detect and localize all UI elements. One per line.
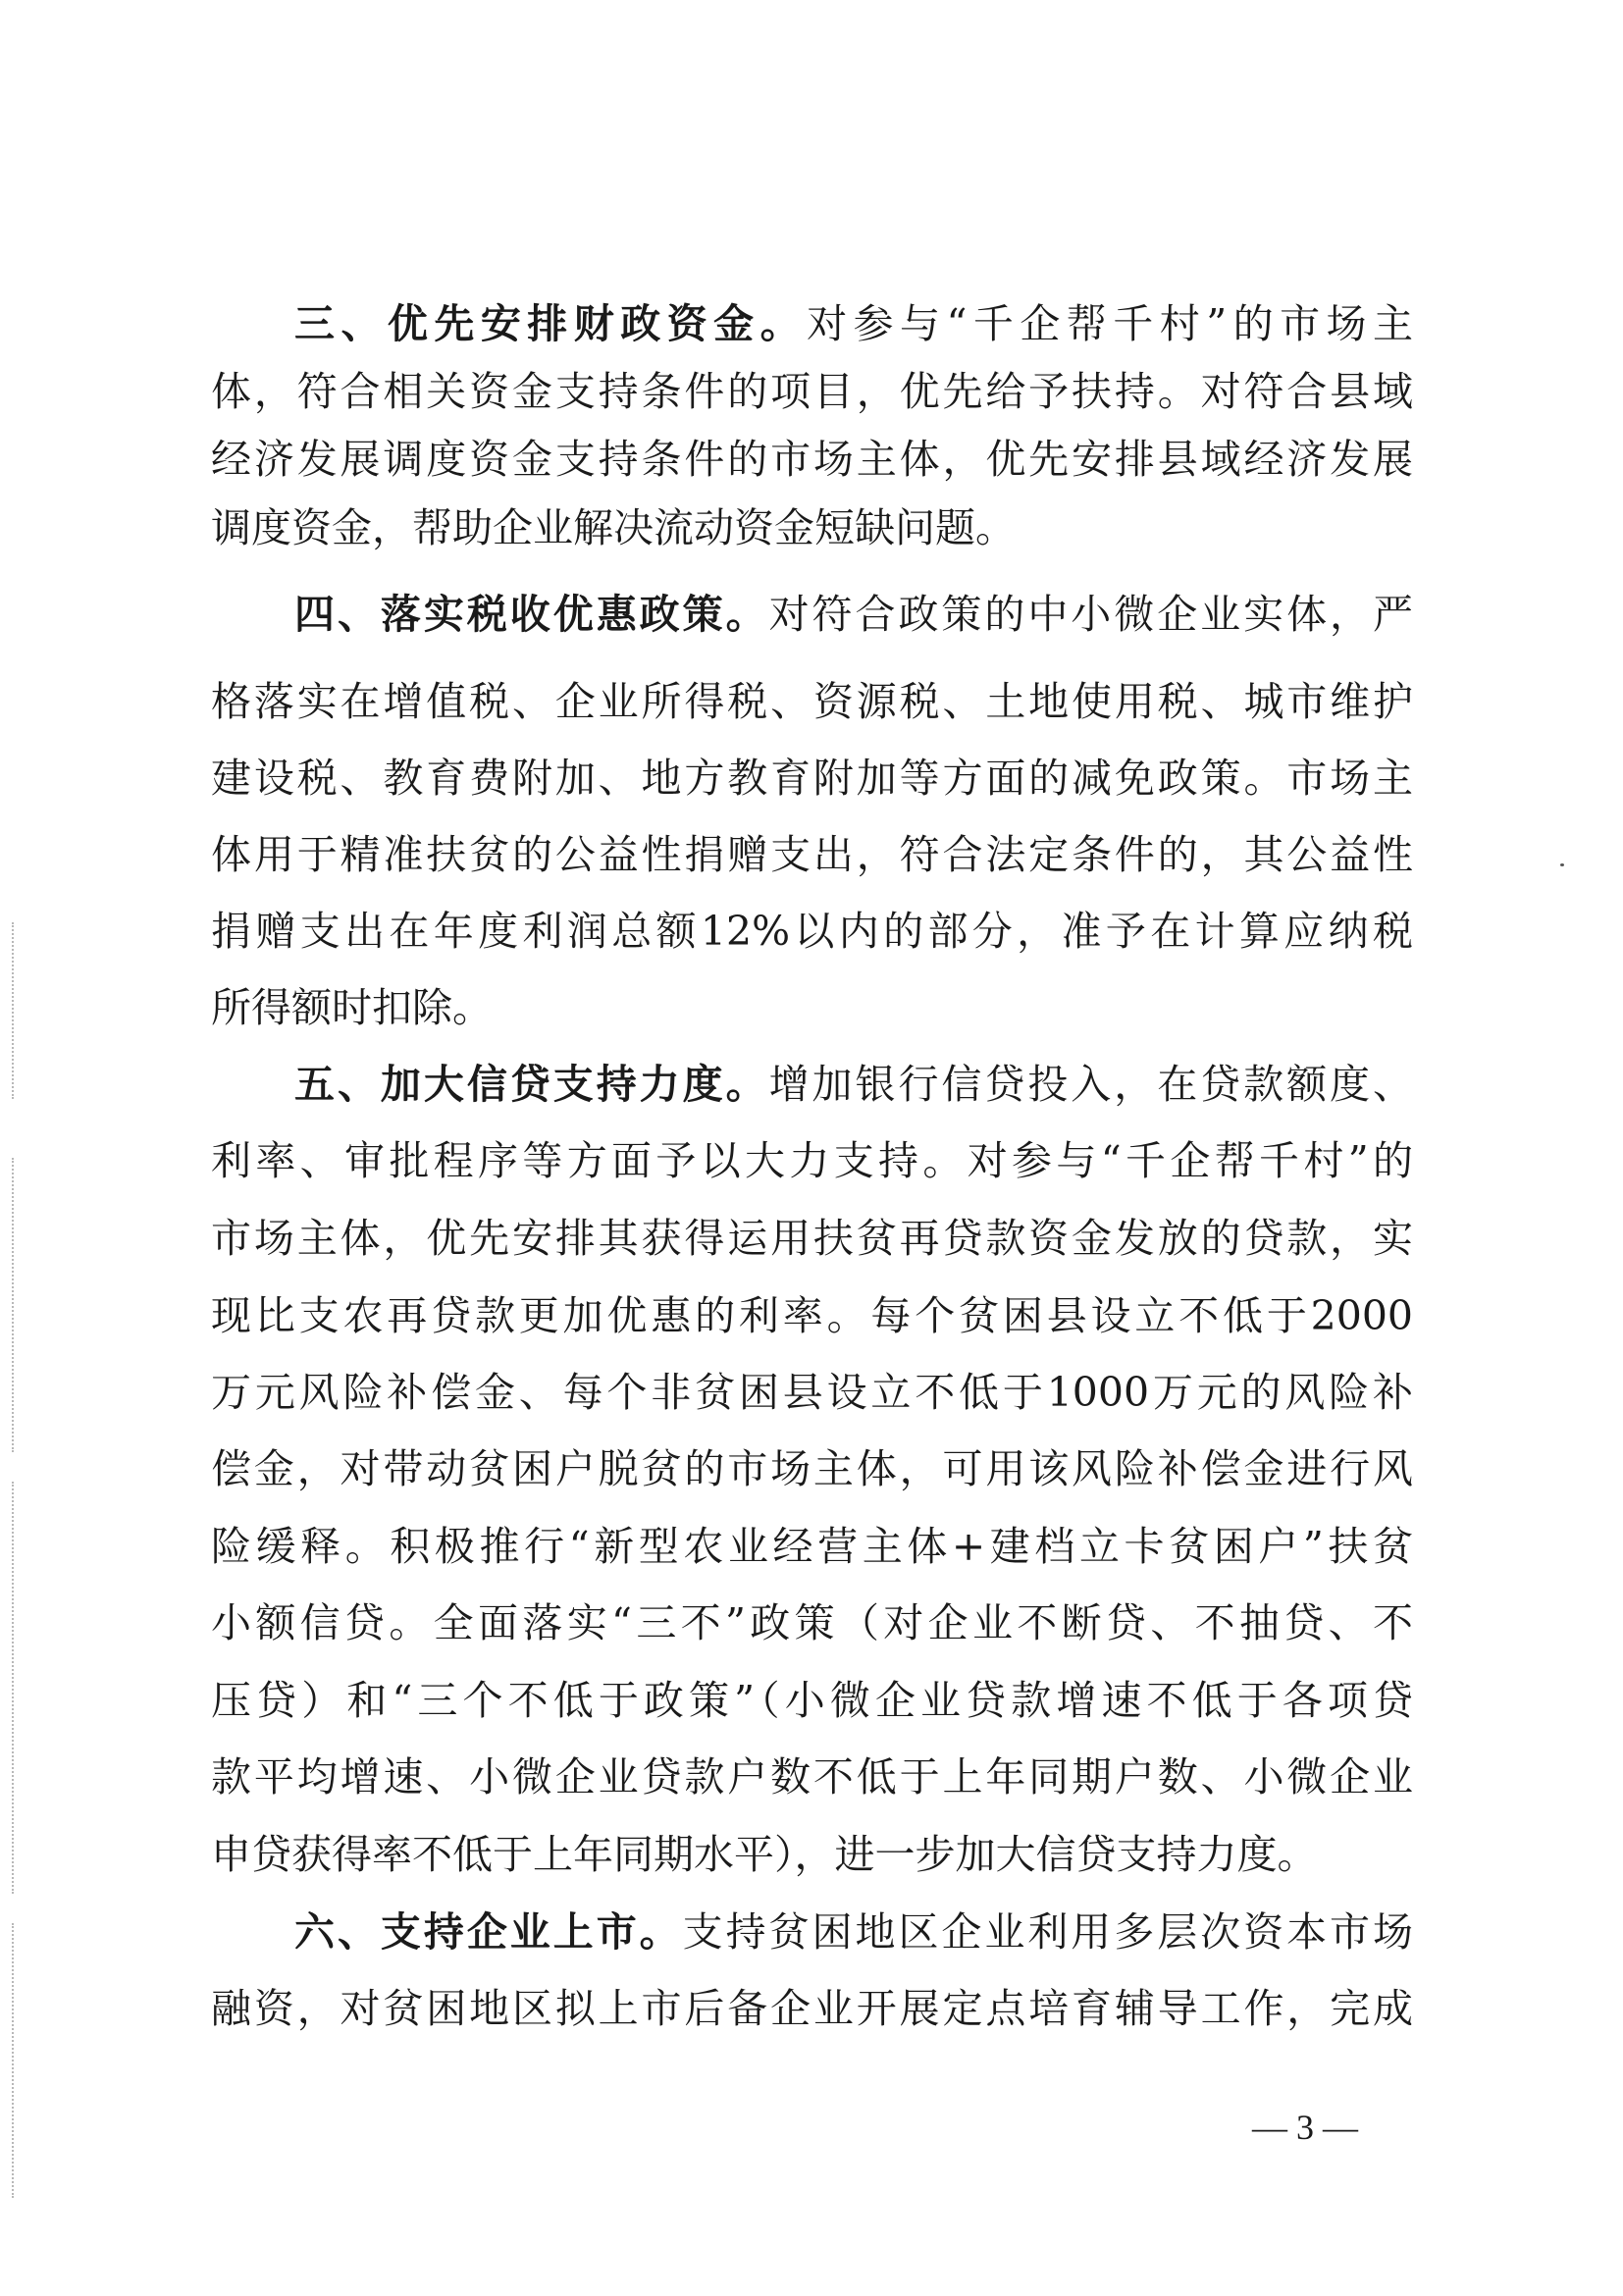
paragraph-6-text: 支持贫困地区企业利用多层次资本市场 [682, 1908, 1413, 1956]
paragraph-5-line-10: 款平均增速、小微企业贷款户数不低于上年同期户数、小微企业 [211, 1753, 1413, 1800]
scan-speck [1560, 863, 1564, 866]
paragraph-5-line-6: 偿金，对带动贫困户脱贫的市场主体，可用该风险补偿金进行风 [211, 1445, 1413, 1492]
paragraph-4-line-3: 建设税、教育费附加、地方教育附加等方面的减免政策。市场主 [211, 755, 1413, 802]
paragraph-5-line-9: 压贷）和“三个不低于政策”（小微企业贷款增速不低于各项贷 [211, 1677, 1413, 1724]
paragraph-3-text: 对参与“千企帮千村”的市场主 [807, 300, 1413, 347]
page-number: — 3 — [1252, 2108, 1358, 2147]
binding-margin-mark [12, 1158, 16, 1452]
paragraph-5-line-8: 小额信贷。全面落实“三不”政策（对企业不断贷、不抽贷、不 [211, 1599, 1413, 1646]
paragraph-4-line-2: 格落实在增值税、企业所得税、资源税、土地使用税、城市维护 [211, 678, 1413, 725]
paragraph-5-heading: 五、加大信贷支持力度。 [294, 1061, 769, 1108]
paragraph-5-line-11: 申贷获得率不低于上年同期水平），进一步加大信贷支持力度。 [211, 1831, 1318, 1878]
paragraph-5-line-4: 现比支农再贷款更加优惠的利率。每个贫困县设立不低于2000 [211, 1292, 1413, 1339]
paragraph-5-line-7: 险缓释。积极推行“新型农业经营主体+建档立卡贫困户”扶贫 [211, 1523, 1413, 1570]
paragraph-3-line-1 [294, 291, 1413, 356]
paragraph-3-line-3: 经济发展调度资金支持条件的市场主体，优先安排县域经济发展 [211, 436, 1413, 483]
paragraph-4-heading: 四、落实税收优惠政策。 [294, 591, 769, 638]
paragraph-3-line-2: 体，符合相关资金支持条件的项目，优先给予扶持。对符合县域 [211, 368, 1413, 415]
paragraph-3-line-4: 调度资金，帮助企业解决流动资金短缺问题。 [211, 504, 1016, 551]
binding-margin-mark [12, 1482, 16, 1894]
paragraph-6-heading: 六、支持企业上市。 [294, 1908, 683, 1956]
paragraph-5-line-5: 万元风险补偿金、每个非贫困县设立不低于1000万元的风险补 [211, 1369, 1413, 1416]
paragraph-4-line-5: 捐赠支出在年度利润总额12%以内的部分，准予在计算应纳税 [211, 908, 1413, 955]
paragraph-4-text: 对符合政策的中小微企业实体，严 [768, 591, 1414, 638]
paragraph-3-heading: 三、优先安排财政资金。 [294, 300, 808, 347]
paragraph-6-line-1 [294, 1900, 1413, 1964]
paragraph-4-line-4: 体用于精准扶贫的公益性捐赠支出，符合法定条件的，其公益性 [211, 831, 1413, 878]
paragraph-5-line-3: 市场主体，优先安排其获得运用扶贫再贷款资金发放的贷款，实 [211, 1215, 1413, 1262]
binding-margin-mark [12, 1923, 16, 2198]
paragraph-5-line-1 [294, 1052, 1413, 1117]
paragraph-5-text: 增加银行信贷投入，在贷款额度、 [768, 1061, 1414, 1108]
paragraph-6-line-2: 融资，对贫困地区拟上市后备企业开展定点培育辅导工作，完成 [211, 1985, 1413, 2032]
binding-margin-mark [12, 922, 16, 1099]
paragraph-5-line-2: 利率、审批程序等方面予以大力支持。对参与“千企帮千村”的 [211, 1137, 1413, 1184]
paragraph-4-line-1 [294, 582, 1413, 647]
paragraph-4-line-6: 所得额时扣除。 [211, 984, 493, 1031]
